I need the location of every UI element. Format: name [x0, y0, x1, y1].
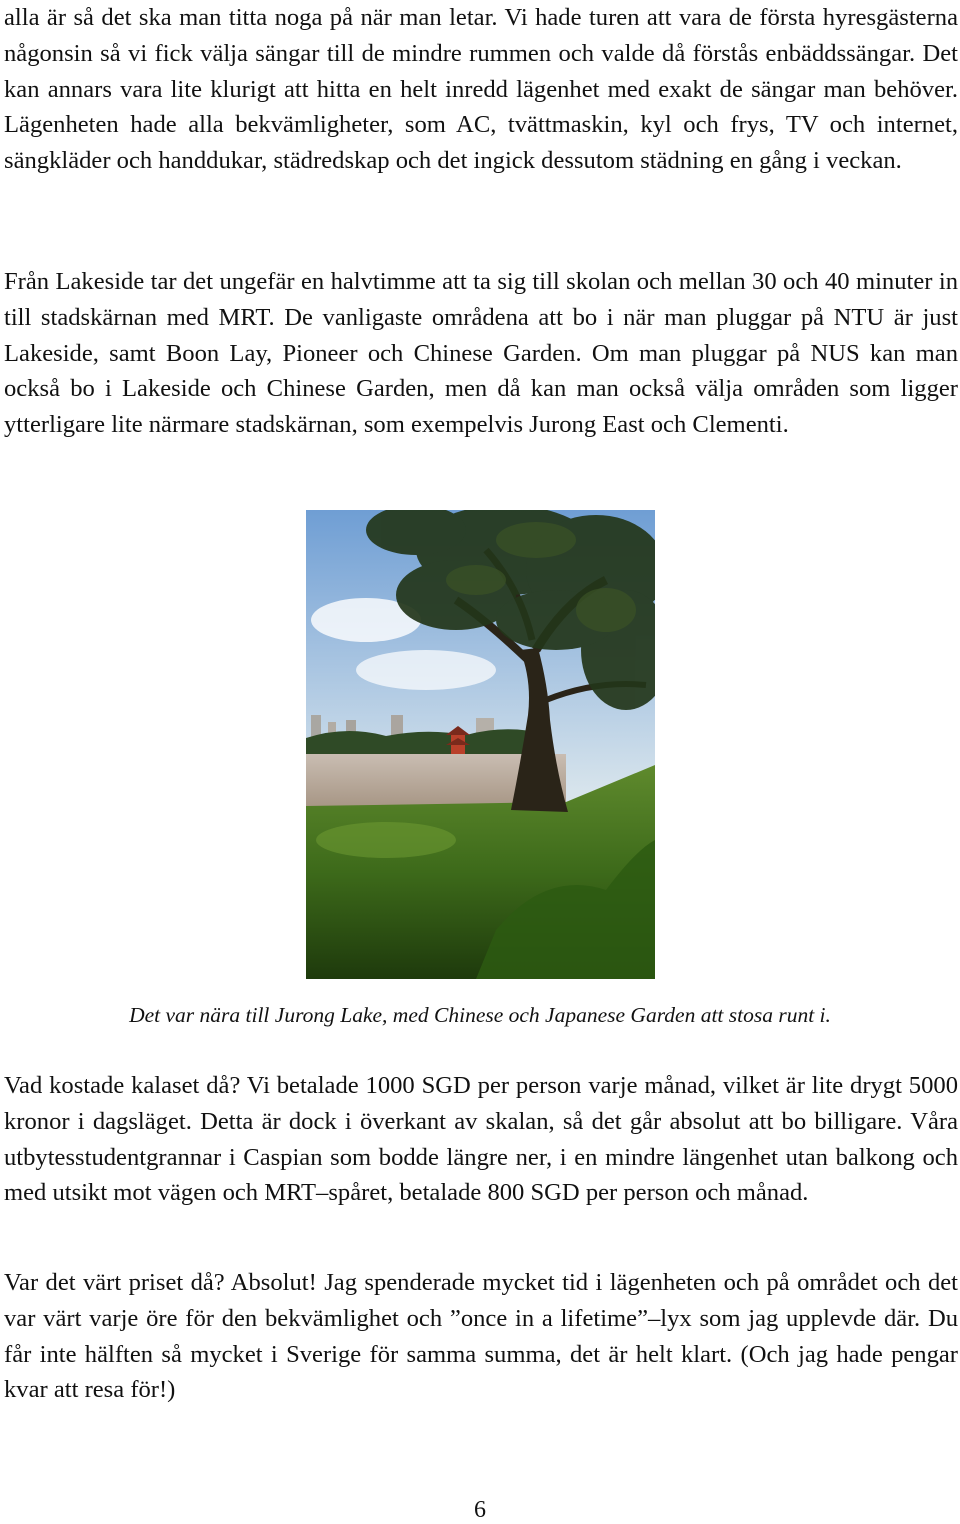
lake-photo — [306, 510, 655, 979]
lake-photo-illustration — [306, 510, 655, 979]
paragraph-worth-it: Var det värt priset då? Absolut! Jag spenderade mycket tid i lägenheten och på området och det var värt varje öre för den bekvämlighet och ”once in a lifetime”–lyx som jag upplevde där. Du får inte hälften så mycket i Sverige för samma summa, det är helt klart. (Och jag hade pengar kvar att resa för!) — [4, 1269, 958, 1404]
page-number: 6 — [474, 1497, 486, 1523]
paragraph-apartment-description: alla är så det ska man titta noga på när man letar. Vi hade turen att vara de första hyresgästerna någonsin så vi fick välja sängar till de mindre rummen och valde då förstås enbäddssängar. Det kan annars vara lite klurigt att hitta en helt inredd lägenhet med exakt de sängar man behöver. Lägenheten hade alla bekvämligheter, som AC, tvättmaskin, kyl och frys, TV och internet, sängkläder och handdukar, städredskap och det ingick dessutom städning en gång i veckan. — [4, 4, 958, 175]
paragraph-cost: Vad kostade kalaset då? Vi betalade 1000 SGD per person varje månad, vilket är lite drygt 5000 kronor i dagsläget. Detta är dock i överkant av skalan, så det går absolut att bo billigare. Våra utbytesstudentgrannar i Caspian som bodde längre ner, i en mindre längenhet utan balkong och med utsikt mot vägen och MRT–spåret, betalade 800 SGD per person och månad. — [4, 1072, 958, 1207]
paragraph-location: Från Lakeside tar det ungefär en halvtimme att ta sig till skolan och mellan 30 och 40 minuter in till stadskärnan med MRT. De vanligaste områdena att bo i när man pluggar på NTU är just Lakeside, samt Boon Lay, Pioneer och Chinese Garden. Om man pluggar på NUS kan man också bo i Lakeside och Chinese Garden, men då kan man också välja områden som ligger ytterligare lite närmare stadskärnan, som exempelvis Jurong East och Clementi. — [4, 268, 958, 439]
figure-caption: Det var nära till Jurong Lake, med Chinese och Japanese Garden att stosa runt i. — [129, 1003, 831, 1027]
